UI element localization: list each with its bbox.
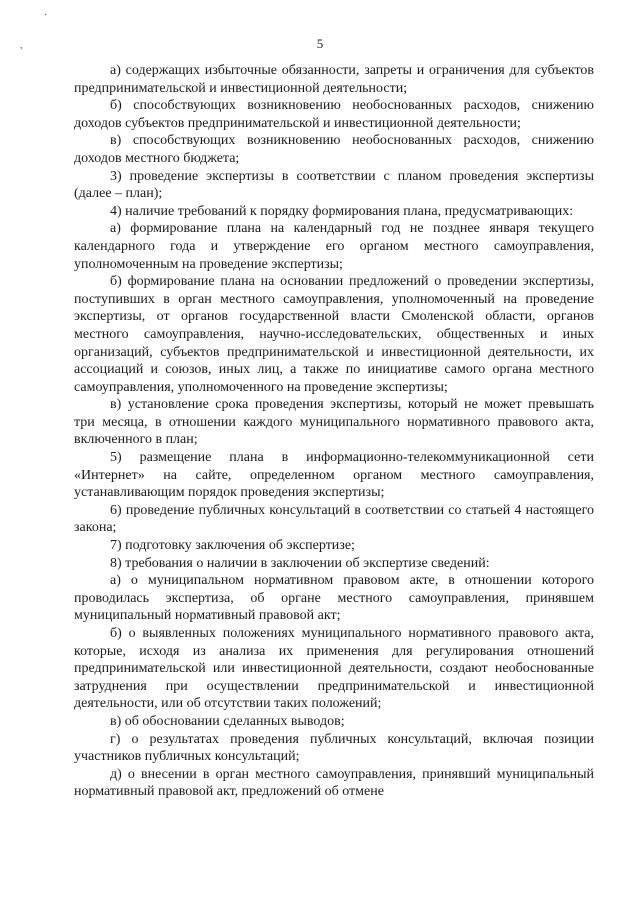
scan-artifact-dot: · [44, 10, 48, 21]
scan-artifact-mark: , [20, 40, 23, 51]
paragraph: в) об обосновании сделанных выводов; [110, 713, 345, 729]
paragraph: 5) размещение плана в информационно-телекоммуникационной сети «Интернет» на сайте, определенном органом местного самоуправления, устанавливающим порядок проведения экспертизы; [74, 450, 594, 501]
paragraph: а) о муниципальном нормативном правовом акте, в отношении которого проводилась экспертиза, об органе местного самоуправления, принявшем муниципальный нормативный правовой акт; [74, 573, 594, 624]
paragraph: 7) подготовку заключения об экспертизе; [110, 538, 355, 554]
paragraph: а) содержащих избыточные обязанности, запреты и ограничения для субъектов предпринимательской и инвестиционной деятельности; [74, 63, 594, 96]
paragraph: 4) наличие требований к порядку формирования плана, предусматривающих: [110, 203, 574, 219]
paragraph: 8) требования о наличии в заключении об экспертизе сведений: [110, 555, 490, 571]
paragraph: б) формирование плана на основании предложений о проведении экспертизы, поступивших в орган местного самоуправления, уполномоченный на проведение экспертизы, от органов государственной власти Смоленской области, органов местного самоуправления, научно-исследовательских, общественных и иных организаций, субъектов предпринимательской и инвестиционной деятельности, их ассоциаций и союзов, иных лиц, а также по инициативе самого органа местного самоуправления, уполномоченного на проведение экспертизы; [74, 274, 594, 395]
paragraph: в) способствующих возникновению необоснованных расходов, снижению доходов местного бюджета; [74, 133, 594, 166]
paragraph: б) о выявленных положениях муниципального нормативного правового акта, которые, исходя из анализа их применения для регулирования отношений предпринимательской или инвестиционной деятельности, создают необоснованные затруднения при осуществлении предпринимательской и инвестиционной деятельности, или об отсутствии таких положений; [74, 626, 594, 712]
document-text [74, 62, 594, 801]
paragraph: б) способствующих возникновению необоснованных расходов, снижению доходов субъектов предпринимательской и инвестиционной деятельности; [74, 98, 594, 131]
paragraph: г) о результатах проведения публичных консультаций, включая позиции участников публичных консультаций; [74, 731, 594, 765]
page-number: 5 [316, 36, 324, 51]
paragraph: в) установление срока проведения экспертизы, который не может превышать три месяца, в отношении каждого муниципального нормативного правового акта, включенного в план; [74, 397, 594, 448]
paragraph: 6) проведение публичных консультаций в соответствии со статьей 4 настоящего закона; [74, 502, 594, 536]
paragraph: д) о внесении в орган местного самоуправления, принявший муниципальный нормативный правовой акт, предложений об отмене [74, 766, 594, 800]
paragraph: 3) проведение экспертизы в соответствии с планом проведения экспертизы (далее – план); [74, 168, 594, 202]
paragraph: а) формирование плана на календарный год не позднее января текущего календарного года и утверждение его органом местного самоуправления, уполномоченным на проведение экспертизы; [74, 221, 594, 272]
